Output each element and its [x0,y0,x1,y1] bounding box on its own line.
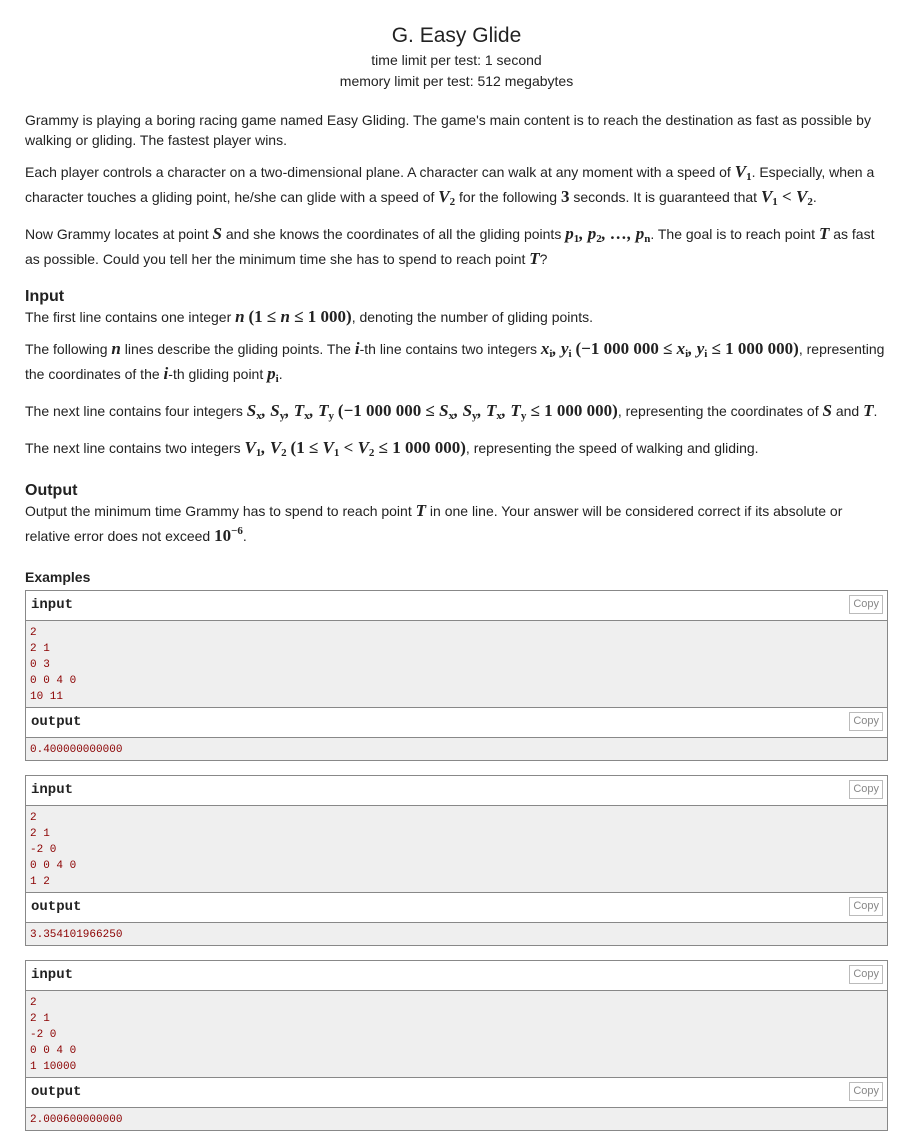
math-points: $p_1$, $p_2$, …, $p_n$ [565,224,651,245]
input-paragraph-1: The first line contains one integer n (1 ≤ n ≤ 1 000), denoting the number of gliding points. [25,307,593,326]
input-line: 0 0 4 0 [30,675,77,687]
input-block [26,961,887,1077]
input-line: 0 0 4 0 [30,860,77,872]
math-n: n [235,307,245,326]
examples-title: Examples [25,569,91,585]
math-epsilon: $10^{-6}$ [214,525,243,545]
math-t: T [818,224,830,243]
math-n-2: n [111,339,121,358]
input-line: 2 1 [30,1013,50,1025]
output-body [26,923,887,945]
math-i: i [354,339,360,358]
examples-list [25,590,888,1131]
input-header [26,591,887,621]
example-3 [25,960,888,1131]
math-st: $S_x$, $S_y$, $T_x$, $T_y$ [246,401,335,422]
output-block [26,1077,887,1130]
problem-header [25,0,888,92]
math-xi-yi: $x_i$, $y_i$ [540,339,572,360]
input-line: 10 11 [30,691,64,703]
input-line: 2 1 [30,828,50,840]
math-t-3: T [863,401,874,420]
input-block [26,776,887,892]
math-v1-v2: $V_1$, $V_2$ [244,438,287,459]
math-v2: $V_2$ [438,187,456,208]
input-paragraph-2: The following n lines describe the gliding points. The i-th line contains two integers $x_i$, $y_i$ (−1 000 $000 \le x_i$, $y_i \le 1$ 000 000), representing the coordinates of the i-th gliding point $p_i$. [25,339,885,385]
memory-limit: memory limit per test: 512 megabytes [339,73,574,89]
copy-input-button[interactable]: Copy [849,965,883,984]
output-header [26,1077,887,1108]
math-three: 3 [560,187,570,206]
input-line: 1 2 [30,876,50,888]
copy-output-button[interactable]: Copy [849,897,883,916]
output-label: output [31,899,82,915]
input-label: input [31,782,74,798]
example-2 [25,775,888,946]
output-section-title: Output [25,482,78,499]
output-body [26,1108,887,1130]
copy-output-button[interactable]: Copy [849,712,883,731]
math-v1: $V_1$ [734,162,752,183]
legend-paragraph-2: Each player controls a character on a two-dimensional plane. A character can walk at any moment with a speed of $V_1$. Especially, when a character touches a gliding point, he/she can glide with a speed of $V_2$ for the following 3 seconds. It is guaranteed that $V_1 < V_2$. [25,162,875,208]
input-line: -2 0 [30,844,57,856]
input-line: 2 [30,997,37,1009]
input-paragraph-3: The next line contains four integers $S_x$, $S_y$, $T_x$, $T_y$ (−1 000 $000 \le S_x$, $S_y$, $T_x$, $T_y \le 1$ 000 000), representing the coordinates of S and T. [25,401,878,422]
time-limit: time limit per test: 1 second [371,52,542,68]
problem-statement [25,110,888,1131]
output-header [26,707,887,738]
input-body [26,991,887,1077]
output-line: 0.400000000000 [30,744,123,756]
math-s: S [212,224,222,243]
input-label: input [31,967,74,983]
output-line: 3.354101966250 [30,929,123,941]
example-1 [25,590,888,761]
input-line: -2 0 [30,1029,57,1041]
output-line: 2.000600000000 [30,1114,123,1126]
input-paragraph-4: The next line contains two integers $V_1$, $V_2$ ($1 \le V_1 < V_2 \le 1$ 000 000), representing the speed of walking and gliding. [25,438,759,459]
input-line: 2 [30,627,37,639]
legend-paragraph-1: Grammy is playing a boring racing game named Easy Gliding. The game's main content is to reach the destination as fast as possible by walking or gliding. The fastest player wins. [25,112,871,148]
output-header [26,892,887,923]
math-v-range: ($1 \le V_1 < V_2 \le 1$ 000 000) [290,438,466,459]
copy-input-button[interactable]: Copy [849,780,883,799]
math-t-2: T [529,249,540,268]
input-line: 2 [30,812,37,824]
copy-output-button[interactable]: Copy [849,1082,883,1101]
input-body [26,621,887,707]
math-st-range: (−1 000 $000 \le S_x$, $S_y$, $T_x$, $T_y \le 1$ 000 000) [337,401,618,422]
output-label: output [31,714,82,730]
input-line: 1 10000 [30,1061,77,1073]
math-xy-range: (−1 000 $000 \le x_i$, $y_i \le 1$ 000 000) [575,339,799,360]
problem-title: G. Easy Glide [391,24,522,47]
math-i-2: i [163,364,169,383]
math-s-2: S [822,401,832,420]
legend-paragraph-3: Now Grammy locates at point S and she knows the coordinates of all the gliding points $p_1$, $p_2$, …, $p_n$. The goal is to reach point T as fast as possible. Could you tell her the minimum time she has to spend to reach point T? [25,224,875,268]
math-pi: $p_i$ [267,364,279,385]
output-label: output [31,1084,82,1100]
output-paragraph-1: Output the minimum time Grammy has to spend to reach point T in one line. Your answer will be considered correct if its absolute or relative error does not exceed $10^{-6}$. [25,501,843,545]
math-n-range: (1 ≤ n ≤ 1 000) [248,307,352,326]
input-line: 0 0 4 0 [30,1045,77,1057]
input-block [26,591,887,707]
input-header [26,961,887,991]
math-t-4: T [415,501,427,520]
input-header [26,776,887,806]
input-label: input [31,597,74,613]
output-block [26,707,887,760]
input-line: 2 1 [30,643,50,655]
input-line: 0 3 [30,659,50,671]
output-body [26,738,887,760]
math-v1-lt-v2: $V_1 < V_2$ [760,187,813,208]
input-body [26,806,887,892]
input-section-title: Input [25,288,65,305]
output-block [26,892,887,945]
copy-input-button[interactable]: Copy [849,595,883,614]
